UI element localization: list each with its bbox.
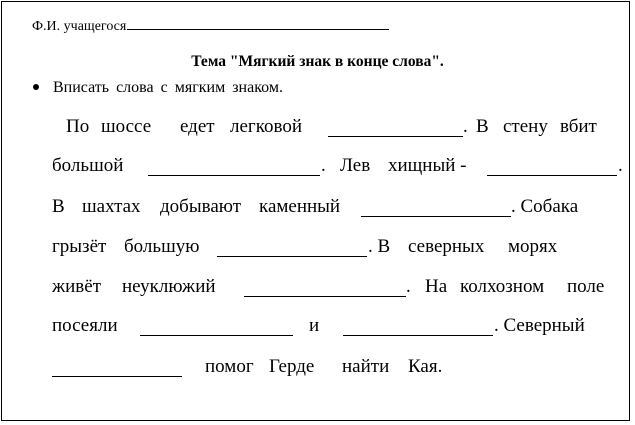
student-name-label: Ф.И. учащегося	[32, 19, 127, 34]
word: большую	[124, 236, 200, 257]
word: найти	[342, 356, 390, 377]
bullet-icon	[33, 84, 39, 90]
student-name-field[interactable]	[127, 15, 389, 30]
task-text: Вписать слова с мягким знаком.	[53, 79, 283, 96]
word: .	[406, 276, 411, 297]
word: северных	[408, 236, 485, 257]
word: шахтах	[82, 196, 141, 217]
word: В	[52, 196, 65, 217]
answer-blank-8[interactable]	[343, 318, 493, 336]
word: помог	[205, 356, 254, 377]
word: легковой	[230, 116, 302, 137]
word: . Северный	[494, 315, 585, 336]
word: .	[618, 155, 623, 176]
word: На	[425, 276, 448, 297]
word: большой	[52, 155, 124, 176]
word: стену	[503, 116, 548, 137]
word: В	[476, 116, 489, 137]
answer-blank-3[interactable]	[487, 158, 617, 176]
word: каменный	[259, 196, 341, 217]
answer-blank-7[interactable]	[140, 318, 293, 336]
word: неуклюжий	[122, 276, 216, 297]
answer-blank-4[interactable]	[361, 199, 511, 217]
word: колхозном	[460, 276, 545, 297]
worksheet-title: Тема "Мягкий знак в конце слова".	[191, 53, 444, 70]
word: . Собака	[511, 196, 579, 217]
word: . В	[368, 236, 391, 257]
word: вбит	[560, 116, 597, 137]
word: хищный -	[388, 155, 467, 176]
word: едет	[180, 116, 215, 137]
word: и	[309, 315, 320, 336]
answer-blank-2[interactable]	[148, 158, 320, 176]
answer-blank-1[interactable]	[328, 119, 463, 137]
word: По	[66, 116, 90, 137]
word: .	[463, 116, 468, 137]
word: морях	[508, 236, 558, 257]
word: шоссе	[101, 116, 152, 137]
word: .	[321, 155, 326, 176]
task-instruction	[33, 79, 283, 97]
word: Лев	[340, 155, 371, 176]
word: посеяли	[52, 315, 118, 336]
word: живёт	[52, 276, 102, 297]
student-name-row	[32, 15, 389, 35]
word: поле	[567, 276, 605, 297]
word: Герде	[269, 356, 315, 377]
word: грызёт	[52, 236, 107, 257]
word: добывают	[160, 196, 242, 217]
word: Кая.	[408, 356, 443, 377]
answer-blank-5[interactable]	[217, 239, 367, 257]
answer-blank-9[interactable]	[52, 359, 182, 377]
answer-blank-6[interactable]	[244, 279, 406, 297]
